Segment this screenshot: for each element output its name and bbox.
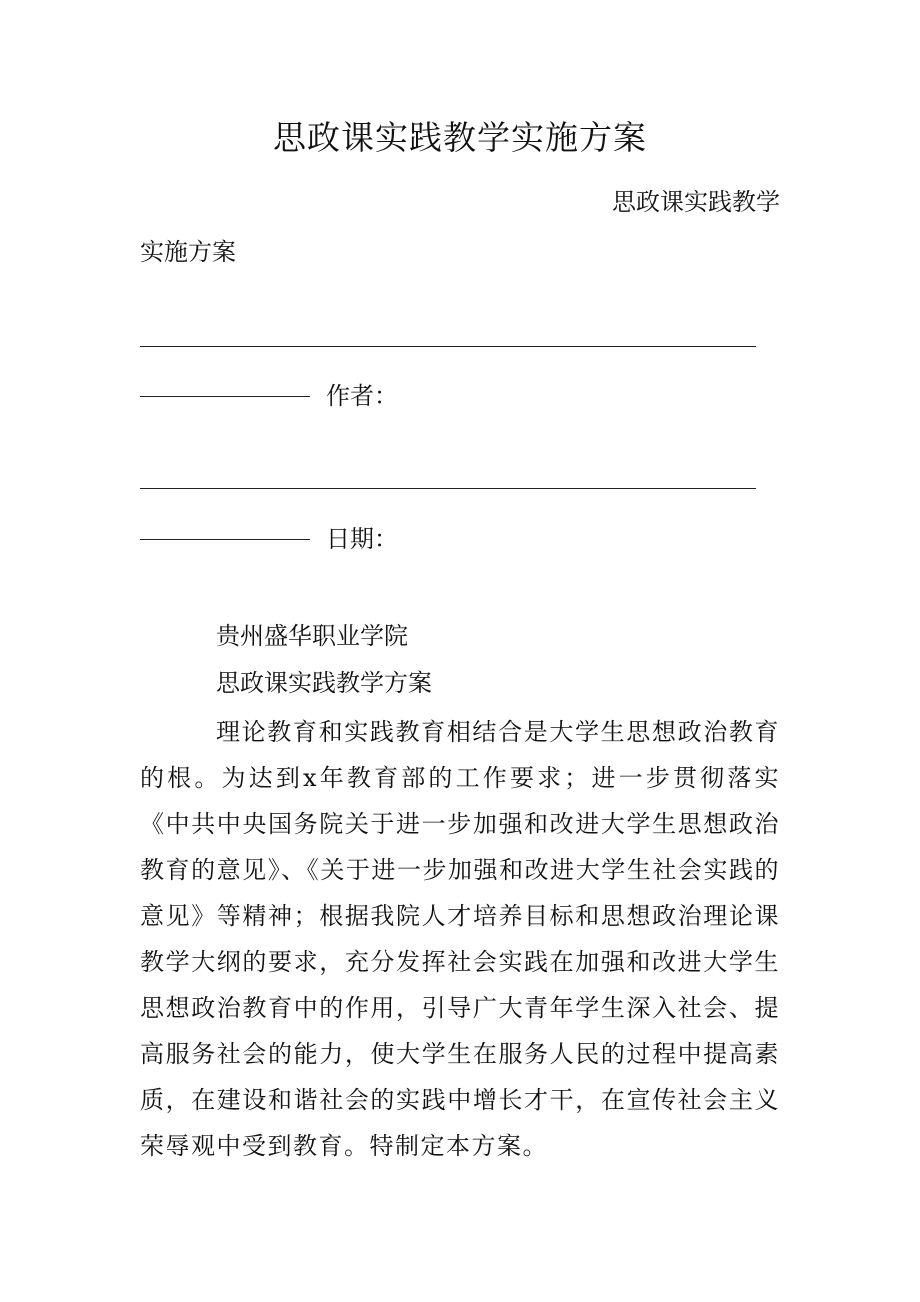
school-name: 贵州盛华职业学院 (216, 622, 408, 650)
date-label: 日期： (326, 525, 398, 553)
author-underline (140, 396, 310, 397)
plan-title: 思政课实践教学方案 (216, 669, 432, 697)
header-continued-text: 实施方案 (140, 238, 236, 266)
divider-line (140, 488, 756, 489)
date-underline (140, 539, 310, 540)
author-label: 作者： (326, 382, 398, 410)
divider-line (140, 346, 756, 347)
header-right-text: 思政课实践教学 (612, 188, 780, 216)
document-title: 思政课实践教学实施方案 (273, 118, 647, 157)
body-paragraph: 理论教育和实践教育相结合是大学生思想政治教育的根。为达到x年教育部的工作要求；进一步贯彻落实《中共中央国务院关于进一步加强和改进大学生思想政治教育的意见》、《关于进一步加强和改进大学生社会实践的意见》等精神；根据我院人才培养目标和思想政治理论课教学大纲的要求，充分发挥社会实践在加强和改进大学生思想政治教育中的作用，引导广大青年学生深入社会、提高服务社会的能力，使大学生在服务人民的过程中提高素质，在建设和谐社会的实践中增长才干，在宣传社会主义荣辱观中受到教育。特制定本方案。 (140, 718, 780, 1160)
